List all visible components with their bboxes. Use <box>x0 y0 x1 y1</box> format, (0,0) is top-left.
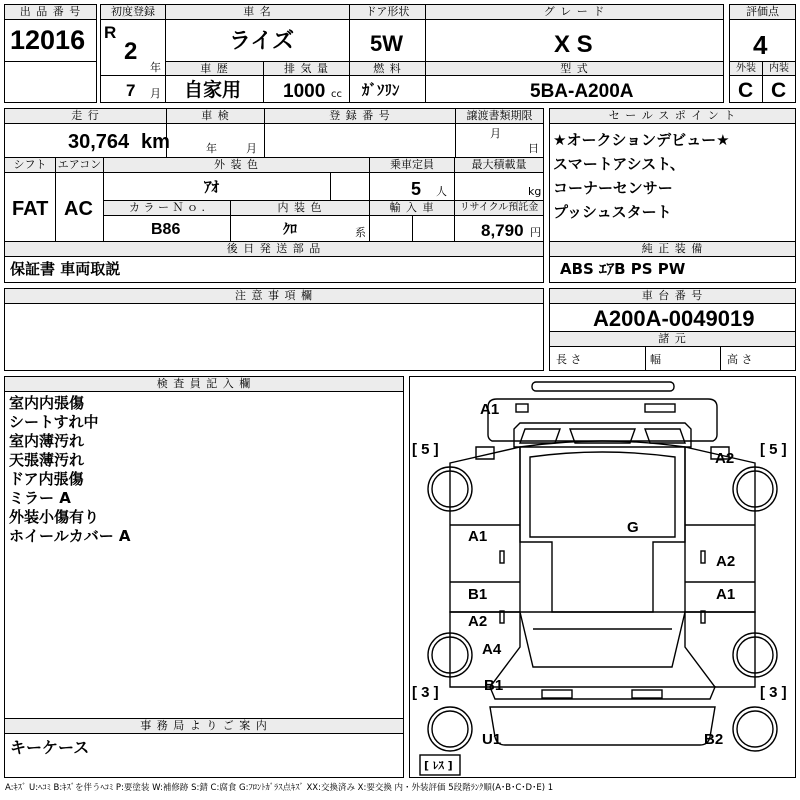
damage-mark: A2 <box>715 450 735 467</box>
recycle-label: リサイクル預託金 <box>454 200 544 216</box>
inspector-notes <box>9 394 131 546</box>
inspection-year-unit: 年 <box>206 142 217 155</box>
car-diagram <box>409 376 796 778</box>
inspector-note: 室内薄汚れ <box>9 432 85 450</box>
mileage-label: 走 行 <box>4 108 167 124</box>
yen-unit: 円 <box>530 226 541 239</box>
damage-mark: B2 <box>704 731 724 748</box>
capacity-label: 乗車定員 <box>369 157 455 173</box>
damage-mark: U1 <box>482 731 502 748</box>
office-label: 事 務 局 よ り ご 案 内 <box>4 718 404 734</box>
spare-tire: [ ﾚｽ ] <box>424 759 453 772</box>
inspector-label: 検 査 員 記 入 欄 <box>4 376 404 392</box>
sales-point: ★オークションデビュー★ <box>553 131 730 149</box>
year-unit: 年 <box>150 61 161 74</box>
damage-mark: A1 <box>468 528 488 545</box>
history-label: 車 歴 <box>165 61 264 76</box>
shift: FAT <box>12 198 49 220</box>
recycle-deposit: 8,790 <box>481 221 524 240</box>
divider <box>412 215 413 242</box>
interior-grade: C <box>771 79 787 102</box>
damage-mark: A1 <box>480 401 500 418</box>
inspector-note: シートすれ中 <box>9 413 99 431</box>
capacity-unit: 人 <box>436 185 447 198</box>
lot-number-label: 出 品 番 号 <box>4 4 97 20</box>
width-label: 幅 <box>650 353 661 366</box>
ac-label: エアコン <box>55 157 104 173</box>
interior-color-label: 内 装 色 <box>230 200 370 216</box>
car-outline <box>410 377 795 777</box>
inspector-note: ミラー A <box>9 489 71 507</box>
divider <box>100 75 166 76</box>
inspection-month-unit: 月 <box>246 142 257 155</box>
history: 自家用 <box>184 79 242 101</box>
color-label: 外 装 色 <box>103 157 370 173</box>
model-label: 型 式 <box>425 61 724 76</box>
legend: A:ｷｽﾞ U:ﾍｺﾐ B:ｷｽﾞを伴うﾍｺﾐ P:要塗装 W:補修跡 S:錆 C:腐食 G:ﾌﾛﾝﾄｶﾞﾗｽ点ｷｽﾞ XX:交換済み X:要交換 内・外装評価 5段階ﾗﾝｸ順(A･B･C･D･E) 1 <box>5 783 554 793</box>
inspection-label: 車 検 <box>166 108 265 124</box>
color-number: B86 <box>151 221 181 238</box>
inspector-note: ホイールカバー A <box>9 527 131 545</box>
displacement-unit: cc <box>331 89 342 100</box>
displacement: 1000 <box>283 81 326 102</box>
divider <box>645 346 646 371</box>
mileage: 30,764 <box>68 131 130 153</box>
score-label: 評価点 <box>729 4 796 20</box>
import-label: 輸 入 車 <box>369 200 455 216</box>
door-type: 5W <box>370 31 403 56</box>
month-unit: 月 <box>150 87 161 100</box>
displacement-label: 排 気 量 <box>263 61 350 76</box>
damage-mark: A2 <box>716 553 736 570</box>
damage-mark: B1 <box>484 677 504 694</box>
model: 5BA-A200A <box>530 81 634 102</box>
shift-label: シフト <box>4 157 56 173</box>
registration-month: 7 <box>126 81 136 100</box>
damage-mark: G <box>627 519 639 536</box>
car-name-label: 車 名 <box>165 4 350 20</box>
fuel-label: 燃 料 <box>349 61 426 76</box>
inspector-note: 外装小傷有り <box>9 508 100 526</box>
interior-label: 内装 <box>762 61 796 76</box>
accessories: 保証書 車両取説 <box>10 260 121 278</box>
era: R <box>104 23 117 42</box>
spec-label: 諸 元 <box>549 331 796 347</box>
first-registration-label: 初度登録 <box>100 4 166 20</box>
mileage-unit: km <box>141 131 170 153</box>
inspector-note: ドア内張傷 <box>9 470 84 488</box>
door-label: ドア形状 <box>349 4 426 20</box>
accessories-label: 後 日 発 送 部 品 <box>4 241 544 257</box>
car-name: ライズ <box>229 29 295 54</box>
tire-front-right: [ 5 ] <box>760 441 787 458</box>
tire-rear-left: [ 3 ] <box>412 684 439 701</box>
registration-number-label: 登 録 番 号 <box>264 108 456 124</box>
equipment: ABS ｴｱB PS PW <box>560 260 686 278</box>
divider <box>720 346 721 371</box>
sales-point: プッシュスタート <box>553 203 672 221</box>
exterior-label: 外装 <box>729 61 763 76</box>
max-load-label: 最大積載量 <box>454 157 544 173</box>
transfer-day-unit: 日 <box>528 142 539 155</box>
height-label: 高 さ <box>727 353 753 366</box>
ac: AC <box>64 198 93 220</box>
sales-points-list <box>553 128 730 224</box>
grade-label: グ レ ー ド <box>425 4 724 20</box>
equipment-label: 純 正 装 備 <box>549 241 796 257</box>
inspector-note: 室内内張傷 <box>9 394 85 412</box>
interior-color-suffix: 系 <box>355 226 366 239</box>
interior-color: ｸﾛ <box>283 222 297 238</box>
lot-number: 12016 <box>10 25 86 55</box>
office-note: キーケース <box>10 738 90 757</box>
length-label: 長 さ <box>556 353 582 366</box>
tire-rear-right: [ 3 ] <box>760 684 787 701</box>
divider <box>330 172 331 201</box>
capacity: 5 <box>411 179 422 199</box>
tire-front-left: [ 5 ] <box>412 441 439 458</box>
grade: X S <box>554 31 593 58</box>
color-number-label: カ ラ ー Ｎ ｏ . <box>103 200 231 216</box>
max-load-unit: kg <box>528 185 542 198</box>
fuel: ｶﾞｿﾘﾝ <box>362 81 400 99</box>
exterior-grade: C <box>738 79 754 102</box>
color: ｱｵ <box>204 178 220 196</box>
sales-point: スマートアシスト、 <box>553 155 685 173</box>
sales-point: コーナーセンサー <box>553 179 673 197</box>
chassis-label: 車 台 番 号 <box>549 288 796 304</box>
score: 4 <box>753 30 768 60</box>
sales-points-label: セ ー ル ス ポ イ ン ト <box>549 108 796 124</box>
damage-mark: A4 <box>482 641 502 658</box>
lot-number-blank <box>4 61 97 103</box>
damage-mark: A2 <box>468 613 488 630</box>
transfer-month-unit: 月 <box>490 127 501 140</box>
transfer-deadline-label: 譲渡書類期限 <box>455 108 544 124</box>
chassis-number: A200A-0049019 <box>593 306 755 331</box>
damage-mark: B1 <box>468 586 488 603</box>
damage-mark: A1 <box>716 586 736 603</box>
notes-label: 注 意 事 項 欄 <box>4 288 544 304</box>
registration-year: 2 <box>124 38 138 65</box>
inspector-note: 天張薄汚れ <box>9 451 85 469</box>
